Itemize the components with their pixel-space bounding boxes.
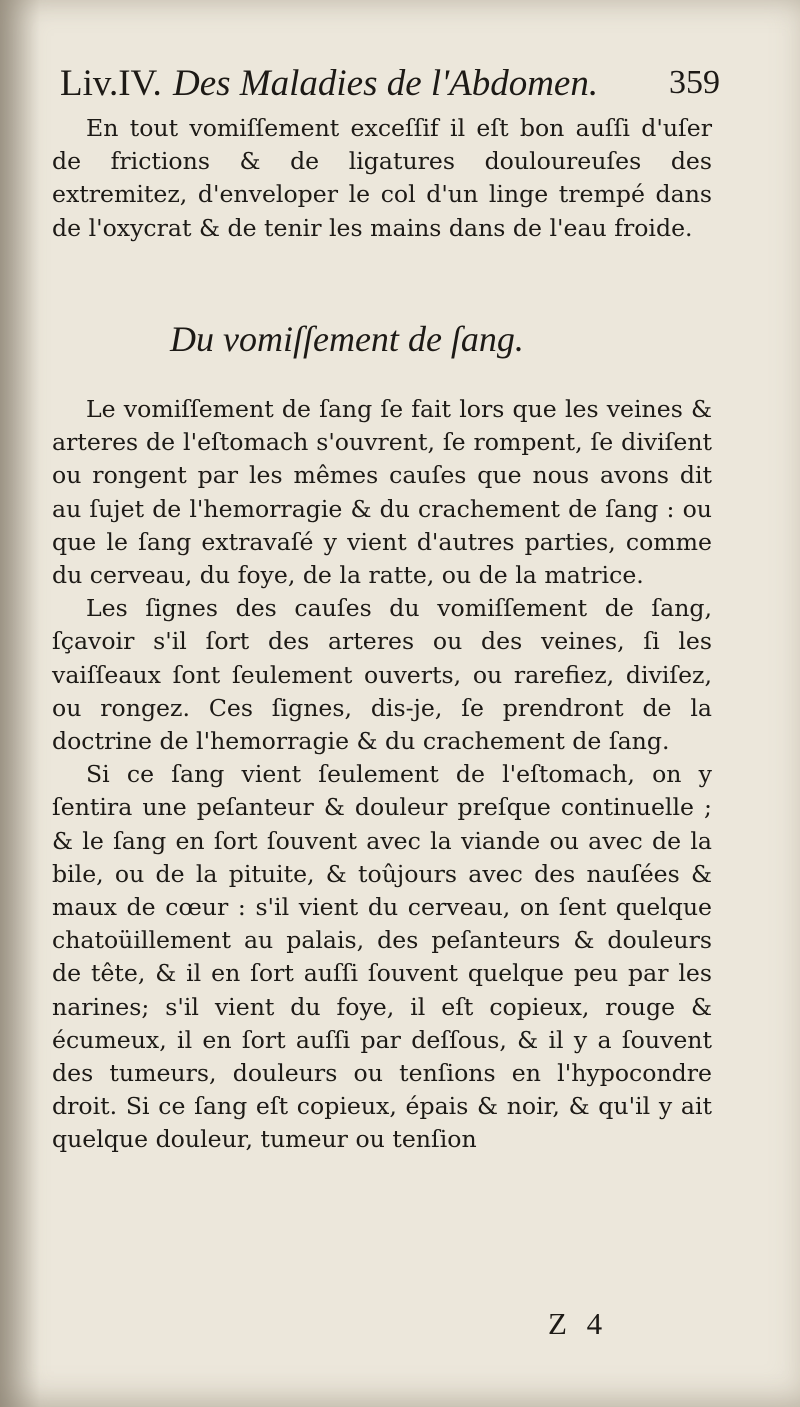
paragraph: Les ſignes des cauſes du vomiſſement de ſang, ſçavoir s'il ſort des arteres ou des veines, ſi les vaiſſeaux ſont ſeulement ouverts, ou rarefiez, diviſez, ou rongez. Ces ſignes, dis-je, ſe prendront de la doctrine de l'hemorragie & du crachement de ſang. [52,594,712,756]
body-text [52,393,712,1157]
signature-mark: Z 4 [548,1306,609,1341]
book-number: Liv.IV. [60,63,162,104]
intro-paragraph: En tout vomiſſement exceſſif il eſt bon auſſi d'uſer de frictions & de ligatures douloureuſes des extremitez, d'enveloper le col d'un linge trempé dans de l'oxycrat & de tenir les mains dans de l'eau froide. [52,114,712,242]
gutter-shadow [0,0,40,1407]
paragraph: Le vomiſſement de ſang ſe fait lors que les veines & arteres de l'eſtomach s'ouvrent, ſe rompent, ſe diviſent ou rongent par les mêmes cauſes que nous avons dit au ſujet de l'hemorragie & du crachement de ſang : ou que le ſang extravaſé y vient d'autres parties, comme du cerveau, du foye, de la ratte, ou de la matrice. [52,395,712,590]
running-header [60,62,720,118]
page-number: 359 [669,64,720,101]
paragraph: Si ce ſang vient ſeulement de l'eſtomach, on y ſentira une peſanteur & douleur preſque continuelle ; & le ſang en ſort ſouvent avec la viande ou avec de la bile, ou de la pituite, & toûjours avec des nauſées & maux de cœur : s'il vient du cerveau, on ſent quelque chatoüillement au palais, des peſanteurs & douleurs de tête, & il en ſort auſſi ſouvent quelque peu par les narines; s'il vient du foye, il eſt copieux, rouge & écumeux, il en ſort auſſi par deſſous, & il y a ſouvent des tumeurs, douleurs ou tenſions en l'hypocondre droit. Si ce ſang eſt copieux, épais & noir, & qu'il y ait quelque douleur, tumeur ou tenſion [52,760,712,1154]
section-title: Du vomiſſement de ſang. [170,319,524,359]
running-title: Des Maladies de l'Abdomen. [173,63,599,104]
